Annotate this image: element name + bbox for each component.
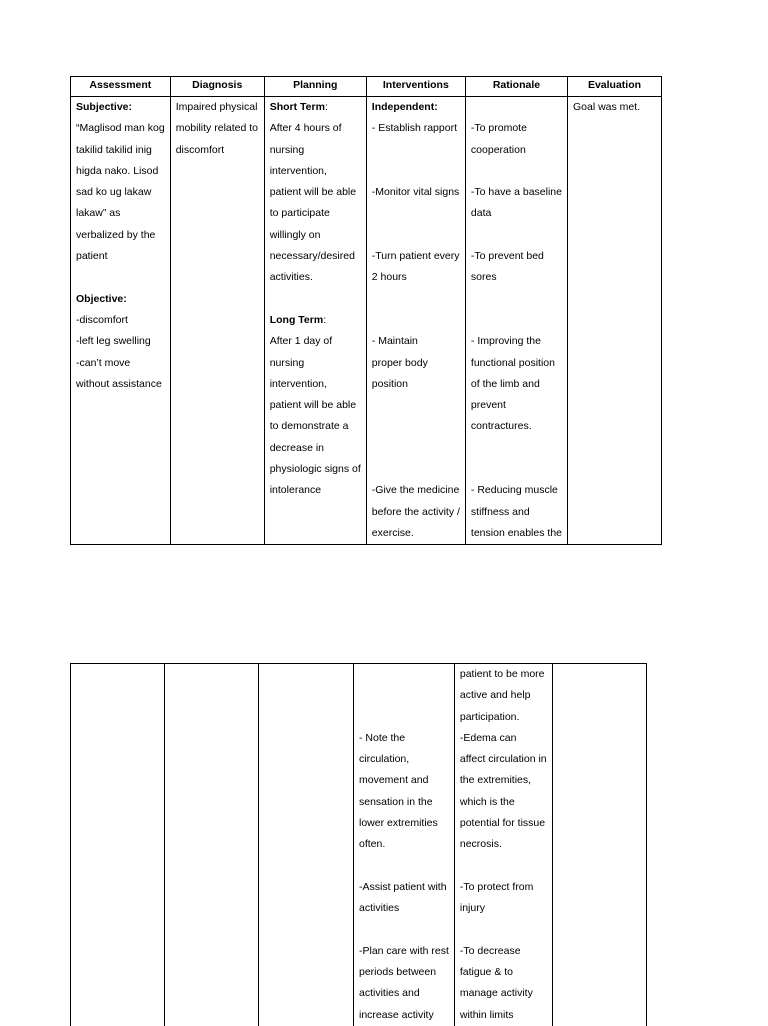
header-evaluation: Evaluation — [568, 77, 662, 97]
text-line: to demonstrate a — [270, 416, 361, 437]
spacer — [359, 707, 449, 728]
text-line: 2 hours — [372, 267, 460, 288]
objective-label: Objective: — [76, 289, 165, 310]
spacer — [372, 416, 460, 437]
spacer — [471, 289, 562, 310]
text-line: -Edema can — [460, 728, 547, 749]
text-line: affect circulation in — [460, 749, 547, 770]
text-line: without assistance — [76, 374, 165, 395]
text-line: increase activity — [359, 1005, 449, 1026]
text-line: lower extremities — [359, 813, 449, 834]
spacer — [270, 289, 361, 310]
text-line: stiffness and — [471, 502, 562, 523]
header-interventions: Interventions — [366, 77, 465, 97]
header-planning: Planning — [264, 77, 366, 97]
header-diagnosis: Diagnosis — [170, 77, 264, 97]
text-line: fatigue & to — [460, 962, 547, 983]
text-line: active and help — [460, 685, 547, 706]
spacer — [372, 225, 460, 246]
text-line: often. — [359, 834, 449, 855]
text-line: discomfort — [176, 140, 259, 161]
assessment-cell — [71, 97, 171, 545]
long-term-heading: Long Term: — [270, 310, 361, 331]
text-line: -Turn patient every — [372, 246, 460, 267]
text-line: physiologic signs of — [270, 459, 361, 480]
text-line: - Maintain — [372, 331, 460, 352]
spacer — [359, 856, 449, 877]
text-line: -Assist patient with — [359, 877, 449, 898]
text-line: intervention, — [270, 374, 361, 395]
header-rationale: Rationale — [465, 77, 567, 97]
interventions-cell-continued — [354, 664, 455, 1026]
text-line: movement and — [359, 770, 449, 791]
spacer — [460, 856, 547, 877]
spacer — [471, 438, 562, 459]
short-term-heading: Short Term: — [270, 97, 361, 118]
text-line: data — [471, 203, 562, 224]
spacer — [359, 664, 449, 685]
text-line: intervention, — [270, 161, 361, 182]
text-line: nursing — [270, 353, 361, 374]
interventions-cell — [366, 97, 465, 545]
text-line: necessary/desired — [270, 246, 361, 267]
text-line: verbalized by the — [76, 225, 165, 246]
evaluation-cell — [568, 97, 662, 545]
text-line: necrosis. — [460, 834, 547, 855]
text-line: willingly on — [270, 225, 361, 246]
text-line: -Plan care with rest — [359, 941, 449, 962]
text-line: sores — [471, 267, 562, 288]
text-line: potential for tissue — [460, 813, 547, 834]
text-line: -discomfort — [76, 310, 165, 331]
planning-cell — [264, 97, 366, 545]
spacer — [471, 161, 562, 182]
text-line: activities — [359, 898, 449, 919]
text-line: - Reducing muscle — [471, 480, 562, 501]
text-line: After 1 day of — [270, 331, 361, 352]
text-line: patient will be able — [270, 182, 361, 203]
header-assessment: Assessment — [71, 77, 171, 97]
spacer — [76, 267, 165, 288]
text-line: nursing — [270, 140, 361, 161]
text-line: the extremities, — [460, 770, 547, 791]
spacer — [372, 395, 460, 416]
spacer — [359, 685, 449, 706]
spacer — [372, 140, 460, 161]
rationale-cell-continued — [454, 664, 552, 1026]
long-term-label: Long Term — [270, 314, 323, 326]
text-line: -left leg swelling — [76, 331, 165, 352]
short-term-label: Short Term — [270, 101, 325, 113]
spacer — [372, 438, 460, 459]
spacer — [359, 920, 449, 941]
text-line: which is the — [460, 792, 547, 813]
text-line: proper body — [372, 353, 460, 374]
spacer — [372, 161, 460, 182]
spacer — [372, 459, 460, 480]
assessment-cell-continued — [71, 664, 165, 1026]
text-line: cooperation — [471, 140, 562, 161]
text-line: patient — [76, 246, 165, 267]
text-line: higda nako. Lisod — [76, 161, 165, 182]
text-line: contractures. — [471, 416, 562, 437]
text-line: -To decrease — [460, 941, 547, 962]
text-line: -can’t move — [76, 353, 165, 374]
text-line: -To protect from — [460, 877, 547, 898]
text-line: before the activity / — [372, 502, 460, 523]
text-line: - Note the — [359, 728, 449, 749]
spacer — [372, 310, 460, 331]
spacer — [471, 310, 562, 331]
text-line: takilid takilid inig — [76, 140, 165, 161]
text-line: -To prevent bed — [471, 246, 562, 267]
text-line: -To promote — [471, 118, 562, 139]
care-plan-table-page-1 — [70, 76, 662, 545]
text-line: -To have a baseline — [471, 182, 562, 203]
text-line: lakaw” as — [76, 203, 165, 224]
text-line: activities. — [270, 267, 361, 288]
diagnosis-cell-continued — [165, 664, 259, 1026]
spacer — [471, 97, 562, 118]
text-line: periods between — [359, 962, 449, 983]
text-line: - Establish rapport — [372, 118, 460, 139]
evaluation-cell-continued — [552, 664, 646, 1026]
header-row — [71, 77, 662, 97]
care-plan-table-page-2 — [70, 663, 647, 1026]
text-line: circulation, — [359, 749, 449, 770]
text-line: position — [372, 374, 460, 395]
text-line: exercise. — [372, 523, 460, 544]
evaluation-text: Goal was met. — [573, 97, 656, 118]
spacer — [372, 289, 460, 310]
text-line: to participate — [270, 203, 361, 224]
independent-label: Independent: — [372, 97, 460, 118]
table-row — [71, 664, 647, 1026]
text-line: within limits — [460, 1005, 547, 1026]
text-line: decrease in — [270, 438, 361, 459]
text-line: participation. — [460, 707, 547, 728]
text-line: patient to be more — [460, 664, 547, 685]
text-line: functional position — [471, 353, 562, 374]
spacer — [460, 920, 547, 941]
planning-cell-continued — [259, 664, 354, 1026]
rationale-cell — [465, 97, 567, 545]
text-line: patient will be able — [270, 395, 361, 416]
text-line: -Give the medicine — [372, 480, 460, 501]
text-line: -Monitor vital signs — [372, 182, 460, 203]
subjective-label: Subjective: — [76, 97, 165, 118]
text-line: intolerance — [270, 480, 361, 501]
text-line: After 4 hours of — [270, 118, 361, 139]
spacer — [372, 203, 460, 224]
text-line: injury — [460, 898, 547, 919]
text-line: manage activity — [460, 983, 547, 1004]
spacer — [471, 225, 562, 246]
table-row — [71, 97, 662, 545]
text-line: Impaired physical — [176, 97, 259, 118]
text-line: “Maglisod man kog — [76, 118, 165, 139]
spacer — [471, 459, 562, 480]
text-line: mobility related to — [176, 118, 259, 139]
text-line: sad ko ug lakaw — [76, 182, 165, 203]
text-line: tension enables the — [471, 523, 562, 544]
text-line: prevent — [471, 395, 562, 416]
diagnosis-cell — [170, 97, 264, 545]
text-line: activities and — [359, 983, 449, 1004]
text-line: sensation in the — [359, 792, 449, 813]
text-line: - Improving the — [471, 331, 562, 352]
text-line: of the limb and — [471, 374, 562, 395]
